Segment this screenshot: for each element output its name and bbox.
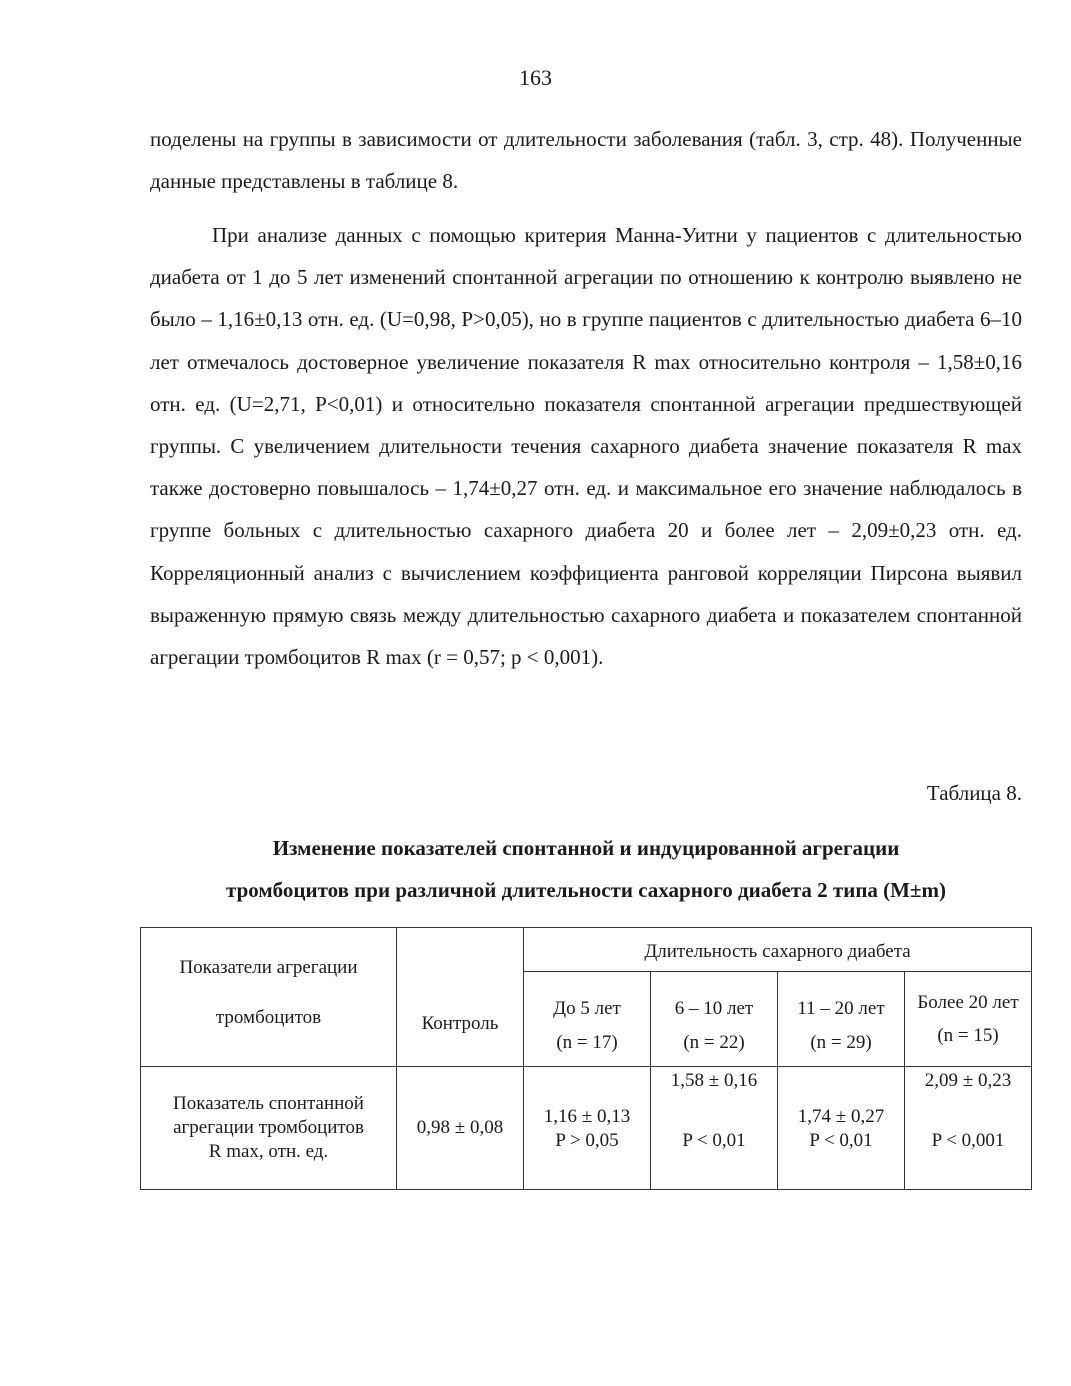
row-control-value: 0,98 ± 0,08	[397, 1067, 524, 1190]
group-1-value: 1,16 ± 0,13	[543, 1106, 631, 1127]
header-group-1: До 5 лет (n = 17)	[524, 972, 651, 1067]
row-group-3	[778, 1067, 905, 1190]
group-1-p: P > 0,05	[555, 1130, 619, 1151]
group-4-p: P < 0,001	[931, 1130, 1005, 1151]
group-4-value: 2,09 ± 0,23	[924, 1070, 1012, 1091]
group-3-value: 1,74 ± 0,27	[797, 1106, 885, 1127]
aggregation-table	[140, 927, 1032, 1190]
table-number-label: Таблица 8.	[926, 781, 1022, 805]
row-group-1	[524, 1067, 651, 1190]
header-group-3: 11 – 20 лет (n = 29)	[778, 972, 905, 1067]
table-title	[140, 827, 1032, 911]
paragraph-intro: поделены на группы в зависимости от длительности заболевания (табл. 3, стр. 48). Полученные данные представлены в таблице 8.	[150, 127, 1022, 194]
table-title-line-1: Изменение показателей спонтанной и индуцированной агрегации	[272, 836, 900, 860]
header-duration: Длительность сахарного диабета	[524, 928, 1032, 972]
page-number: 163	[519, 65, 552, 90]
table-title-line-2: тромбоцитов при различной длительности сахарного диабета 2 типа (M±m)	[226, 878, 946, 902]
row-group-4	[905, 1067, 1032, 1190]
group-2-value: 1,58 ± 0,16	[670, 1070, 758, 1091]
group-3-p: P < 0,01	[809, 1130, 873, 1151]
table-header-row-1	[141, 928, 1032, 972]
group-2-p: P < 0,01	[682, 1130, 746, 1151]
paragraph-analysis: При анализе данных с помощью критерия Манна-Уитни у пациентов с длительностью диабета от 1 до 5 лет изменений спонтанной агрегации по отношению к контролю выявлено не было – 1,16±0,13 отн. ед. (U=0,98, P>0,05), но в группе пациентов с длительностью диабета 6–10 лет отмечалось достоверное увеличение показателя R max относительно контроля – 1,58±0,16 отн. ед. (U=2,71, P<0,01) и относительно показателя спонтанной агрегации предшествующей группы. С увеличением длительности течения сахарного диабета значение показателя R max также достоверно повышалось – 1,74±0,27 отн. ед. и максимальное его значение наблюдалось в группе больных с длительностью сахарного диабета 20 и более лет – 2,09±0,23 отн. ед. Корреляционный анализ с вычислением коэффициента ранговой корреляции Пирсона выявил выраженную прямую связь между длительностью сахарного диабета и показателем спонтанной агрегации тромбоцитов R max (r = 0,57; p < 0,001).	[150, 223, 1022, 670]
header-control: Контроль	[397, 928, 524, 1067]
header-group-2: 6 – 10 лет (n = 22)	[651, 972, 778, 1067]
row-indicator: Показатель спонтанной агрегации тромбоцитов R max, отн. ед.	[141, 1067, 397, 1190]
header-indicator: Показатели агрегации тромбоцитов	[141, 928, 397, 1067]
row-group-2	[651, 1067, 778, 1190]
table-row	[141, 1067, 1032, 1190]
header-group-4: Более 20 лет (n = 15)	[905, 972, 1032, 1067]
